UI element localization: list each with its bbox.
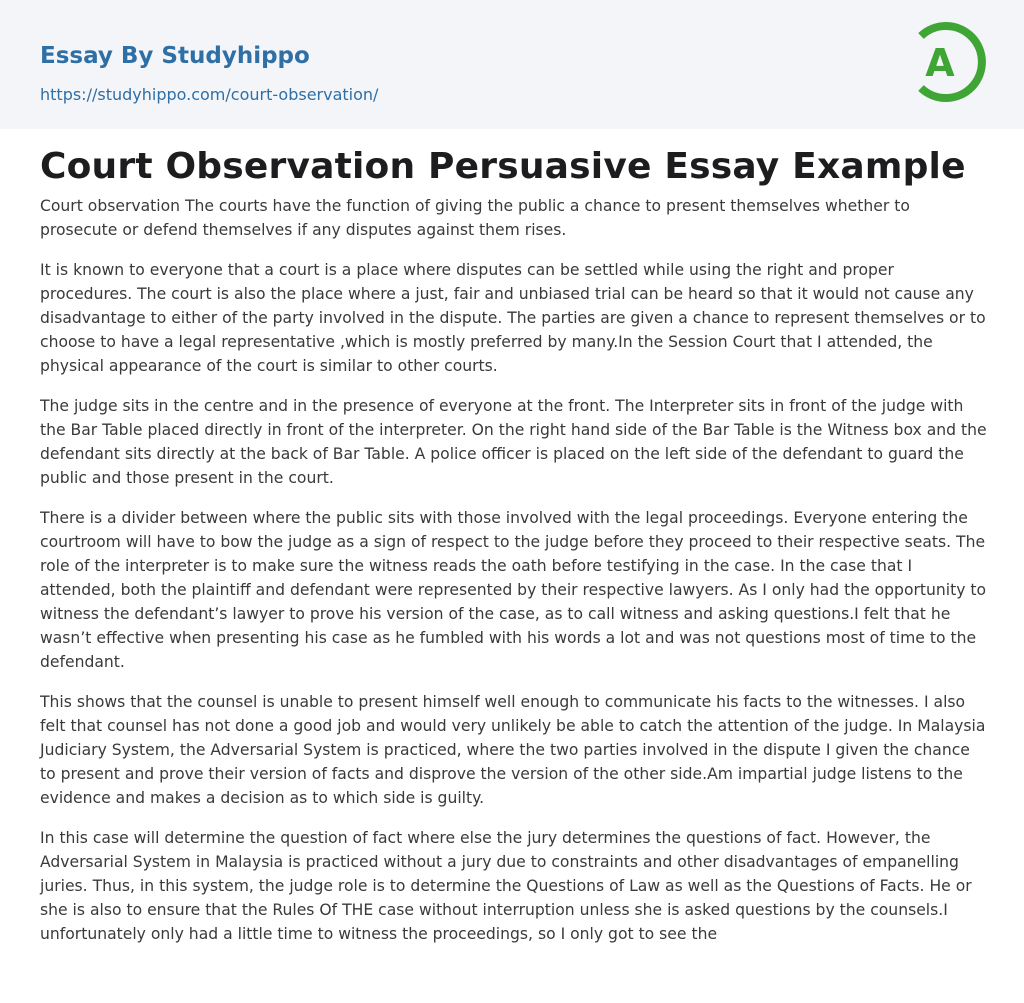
page-title: Court Observation Persuasive Essay Example (40, 146, 966, 187)
logo-letter: A (925, 41, 955, 85)
site-title[interactable]: Essay By Studyhippo (40, 43, 310, 69)
paragraph-6: In this case will determine the question of fact where else the jury determines the questions of fact. However, the Adversarial System in Malaysia is practiced without a jury due to constraints and other disadvantages of empanelling juries. Thus, in this system, the judge role is to determine the Questions of Law as well as the Questions of Facts. He or she is also to ensure that the Rules Of THE case without interruption unless she is asked questions by the counsels.I unfortunately only had a little time to witness the proceedings, so I only got to see the (40, 829, 972, 943)
paragraph-2: It is known to everyone that a court is a place where disputes can be settled while using the right and proper procedures. The court is also the place where a just, fair and unbiased trial can be heard so that it would not cause any disadvantage to either of the party involved in the dispute. The parties are given a chance to represent themselves or to choose to have a legal representative ,which is mostly preferred by many.In the Session Court that I attended, the physical appearance of the court is similar to other courts. (40, 261, 986, 375)
page-url-link[interactable]: https://studyhippo.com/court-observation/ (40, 85, 379, 104)
article-body (40, 194, 988, 962)
paragraph-5: This shows that the counsel is unable to present himself well enough to communicate his facts to the witnesses. I also felt that counsel has not done a good job and would very unlikely be able to catch the attention of the judge. In Malaysia Judiciary System, the Adversarial System is practiced, where the two parties involved in the dispute I given the chance to present and prove their version of facts and disprove the version of the other side.Am impartial judge listens to the evidence and makes a decision as to which side is guilty. (40, 693, 986, 807)
title-container (40, 0, 966, 189)
paragraph-3: The judge sits in the centre and in the presence of everyone at the front. The Interpreter sits in front of the judge with the Bar Table placed directly in front of the interpreter. On the right hand side of the Bar Table is the Witness box and the defendant sits directly at the back of Bar Table. A police officer is placed on the left side of the defendant to guard the public and those present in the court. (40, 397, 987, 487)
paragraph-4: There is a divider between where the public sits with those involved with the legal proceedings. Everyone entering the courtroom will have to bow the judge as a sign of respect to the judge before they proceed to their respective seats. The role of the interpreter is to make sure the witness reads the oath before testifying in the case. In the case that I attended, both the plaintiff and defendant were represented by their respective lawyers. As I only had the opportunity to witness the defendant’s lawyer to prove his version of the case, as to call witness and asking questions.I felt that he wasn’t effective when presenting his case as he fumbled with his words a lot and was not questions most of time to the defendant. (40, 509, 987, 671)
paragraph-1: Court observation The courts have the function of giving the public a chance to present themselves whether to prosecute or defend themselves if any disputes against them rises. (40, 197, 910, 239)
